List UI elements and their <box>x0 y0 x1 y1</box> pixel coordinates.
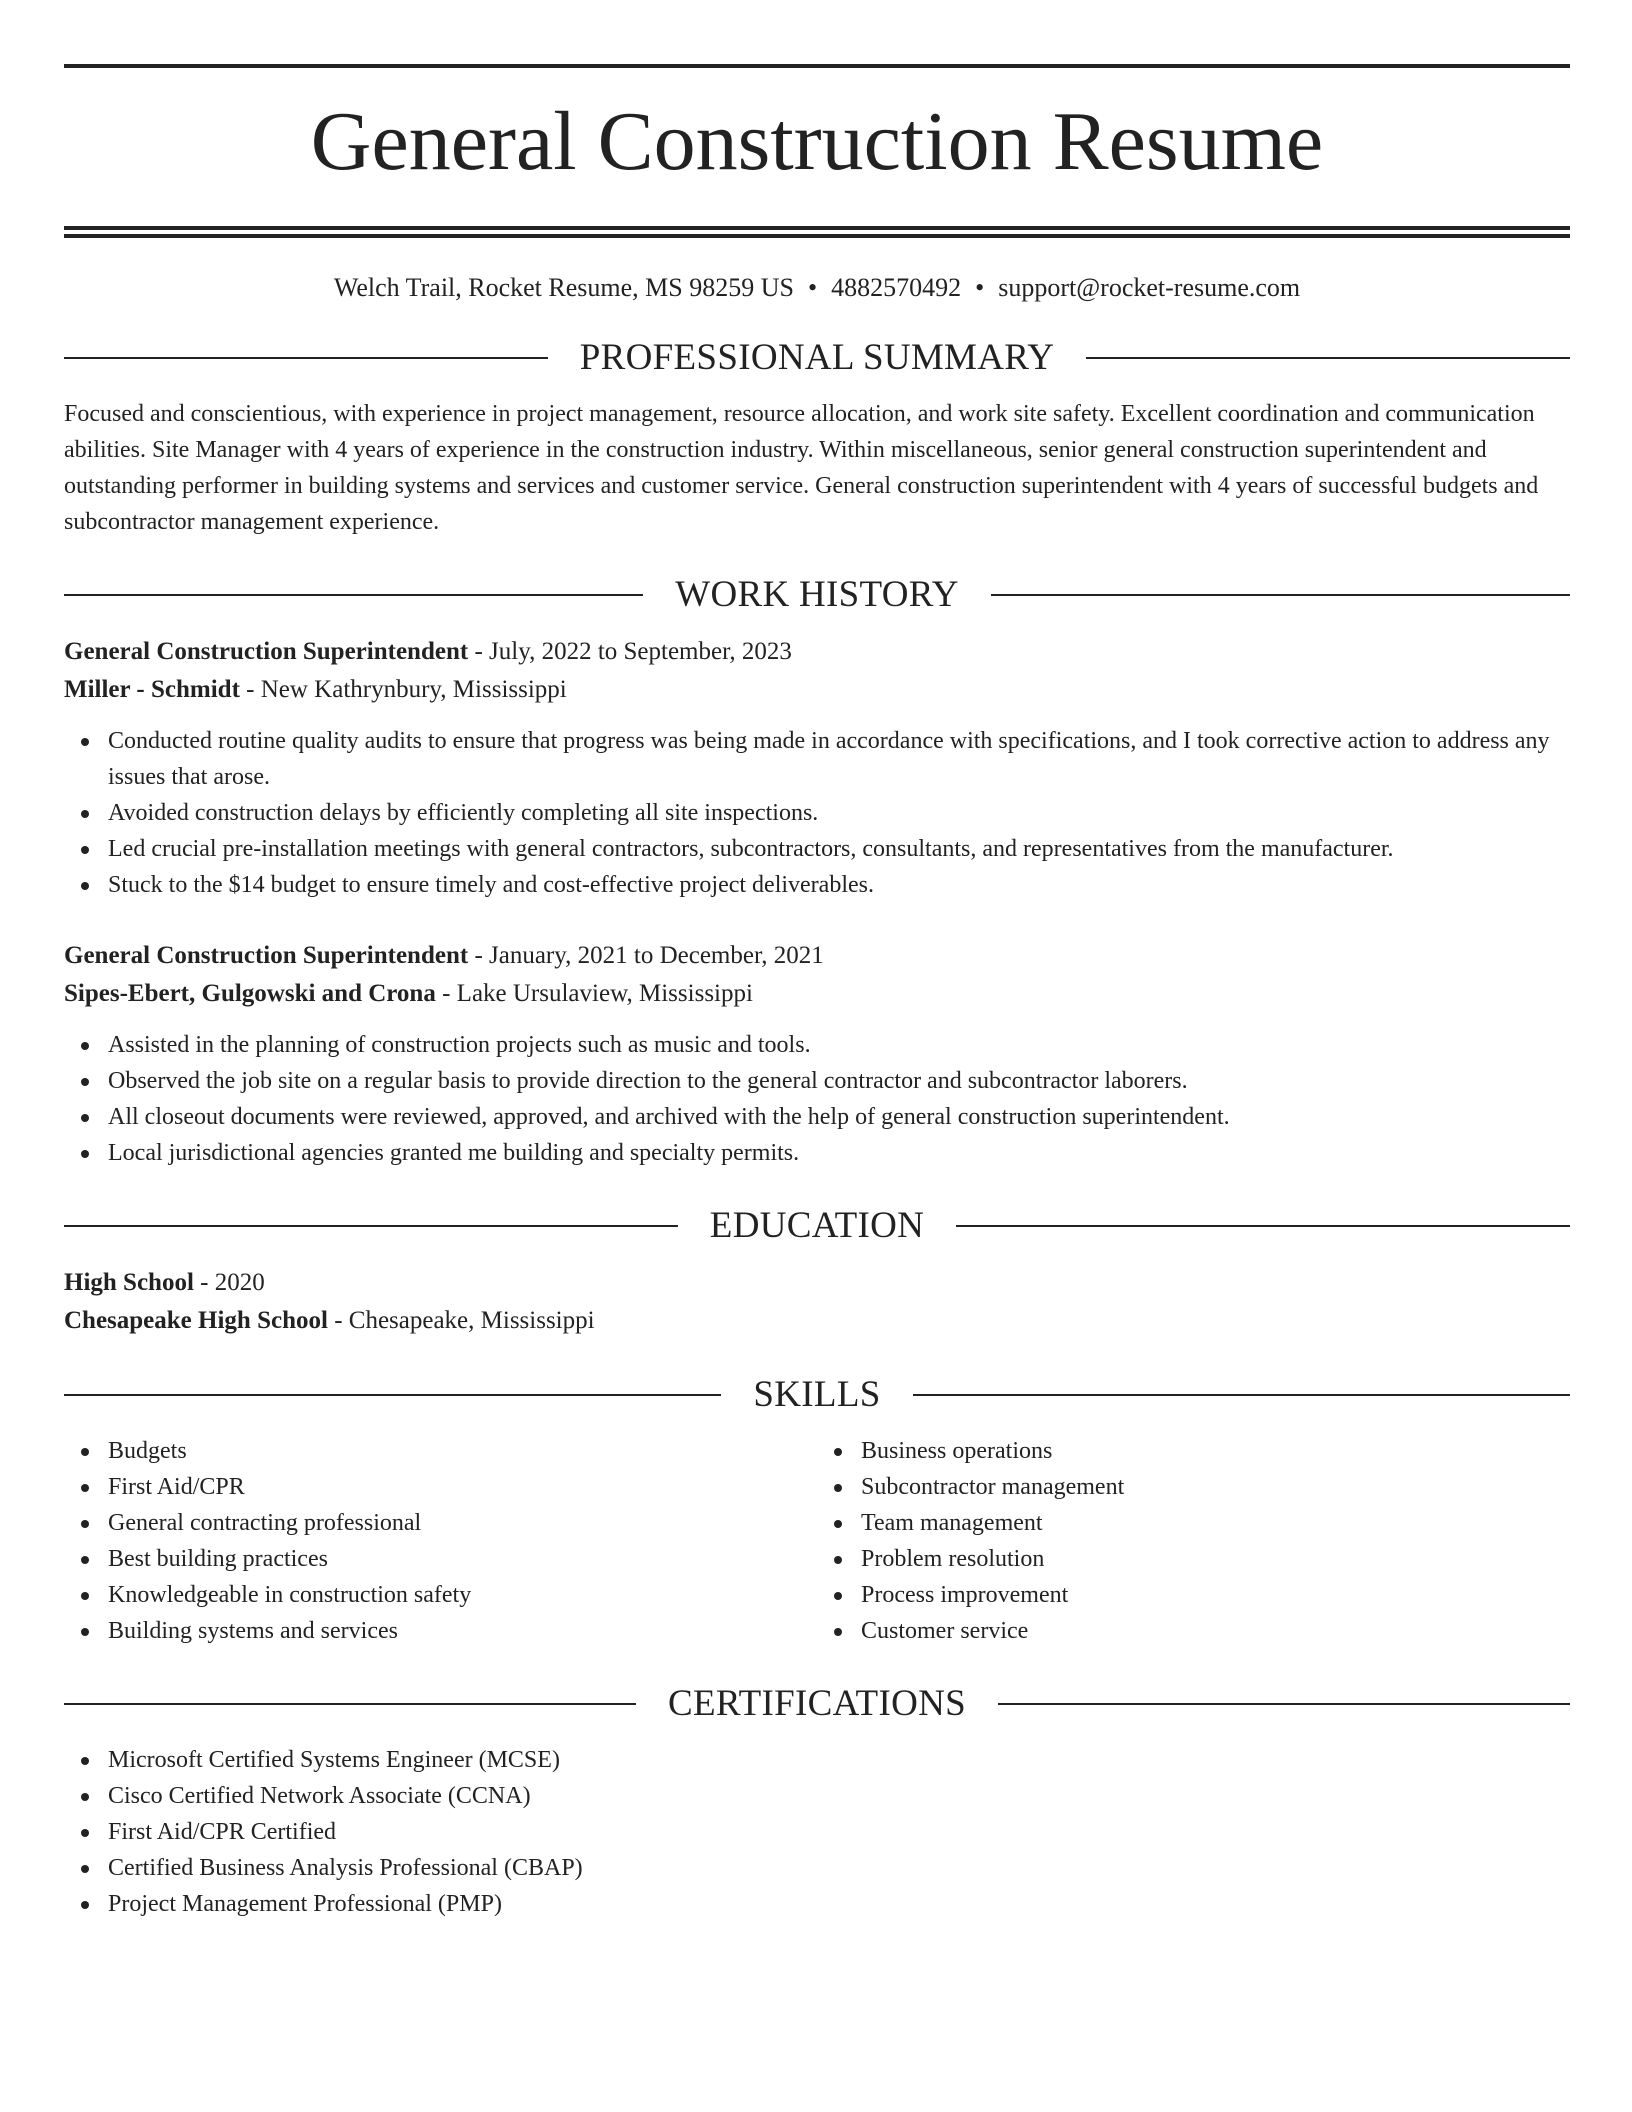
contact-separator: • <box>975 273 985 302</box>
job-bullets <box>64 1027 1570 1171</box>
work-heading: WORK HISTORY <box>675 574 959 616</box>
job-bullet-item: All closeout documents were reviewed, approved, and archived with the help of general construction superintendent. <box>64 1099 1570 1135</box>
divider-line <box>991 594 1570 596</box>
job-bullet-item: Led crucial pre-installation meetings with general contractors, subcontractors, consultants, and representatives from the manufacturer. <box>64 831 1570 867</box>
certifications-list <box>64 1742 1570 1922</box>
skill-item: Process improvement <box>817 1577 1570 1613</box>
skill-item: Customer service <box>817 1613 1570 1649</box>
certification-item: Certified Business Analysis Professional (CBAP) <box>64 1850 1570 1886</box>
education-school-line <box>64 1302 1570 1340</box>
job-company-line <box>64 671 1570 709</box>
certification-item: First Aid/CPR Certified <box>64 1814 1570 1850</box>
top-rule <box>64 64 1570 68</box>
job-title-line <box>64 633 1570 671</box>
skill-item: Budgets <box>64 1433 817 1469</box>
work-history-list <box>64 633 1570 1171</box>
divider-line <box>1086 357 1570 359</box>
job-bullet-item: Stuck to the $14 budget to ensure timely and cost-effective project deliverables. <box>64 867 1570 903</box>
education-year: - 2020 <box>193 1269 265 1297</box>
contact-separator: • <box>808 273 818 302</box>
job-bullet-item: Local jurisdictional agencies granted me building and specialty permits. <box>64 1135 1570 1171</box>
skill-item: Team management <box>817 1505 1570 1541</box>
job-location: - Lake Ursulaview, Mississippi <box>435 980 753 1008</box>
skill-item: First Aid/CPR <box>64 1469 817 1505</box>
job-title: General Construction Superintendent <box>64 942 469 970</box>
certification-item: Cisco Certified Network Associate (CCNA) <box>64 1778 1570 1814</box>
job-company-line <box>64 975 1570 1013</box>
skills-list-left <box>64 1433 817 1649</box>
skill-item: Subcontractor management <box>817 1469 1570 1505</box>
education-degree: High School <box>64 1269 194 1297</box>
divider-line <box>64 1394 721 1396</box>
education-entry <box>64 1264 1570 1340</box>
skills-section-header <box>64 1374 1570 1416</box>
certifications-section-header <box>64 1683 1570 1725</box>
skill-item: Building systems and services <box>64 1613 817 1649</box>
certifications-heading: CERTIFICATIONS <box>668 1683 966 1725</box>
summary-heading: PROFESSIONAL SUMMARY <box>579 337 1055 379</box>
skill-item: Knowledgeable in construction safety <box>64 1577 817 1613</box>
education-degree-line <box>64 1264 1570 1302</box>
divider-line <box>64 594 643 596</box>
resume-page <box>64 64 1570 1922</box>
contact-line <box>64 272 1570 303</box>
work-section-header <box>64 574 1570 616</box>
skill-item: Business operations <box>817 1433 1570 1469</box>
job-bullet-item: Assisted in the planning of construction projects such as music and tools. <box>64 1027 1570 1063</box>
education-location: - Chesapeake, Mississippi <box>327 1307 595 1335</box>
education-school: Chesapeake High School <box>64 1307 328 1335</box>
summary-section-header <box>64 337 1570 379</box>
certification-item: Microsoft Certified Systems Engineer (MCSE) <box>64 1742 1570 1778</box>
skills-heading: SKILLS <box>753 1374 881 1416</box>
divider-line <box>64 357 548 359</box>
job-bullet-item: Observed the job site on a regular basis to provide direction to the general contractor and subcontractor laborers. <box>64 1063 1570 1099</box>
divider-line <box>913 1394 1570 1396</box>
divider-line <box>64 1703 636 1705</box>
skill-item: Problem resolution <box>817 1541 1570 1577</box>
job-company: Miller - Schmidt <box>64 676 240 704</box>
title-double-rule <box>64 226 1570 238</box>
job-bullets <box>64 723 1570 903</box>
divider-line <box>64 1225 678 1227</box>
job-company: Sipes-Ebert, Gulgowski and Crona <box>64 980 436 1008</box>
skills-list-right <box>817 1433 1570 1649</box>
education-section-header <box>64 1205 1570 1247</box>
contact-phone: 4882570492 <box>831 273 962 302</box>
education-heading: EDUCATION <box>709 1205 925 1247</box>
divider-line <box>998 1703 1570 1705</box>
job-bullet-item: Conducted routine quality audits to ensure that progress was being made in accordance with specifications, and I took corrective action to address any issues that arose. <box>64 723 1570 795</box>
job-entry <box>64 937 1570 1171</box>
contact-address: Welch Trail, Rocket Resume, MS 98259 US <box>333 273 794 302</box>
job-dates: - January, 2021 to December, 2021 <box>468 942 824 970</box>
contact-email: support@rocket-resume.com <box>998 273 1301 302</box>
certification-item: Project Management Professional (PMP) <box>64 1886 1570 1922</box>
job-location: - New Kathrynbury, Mississippi <box>239 676 567 704</box>
job-bullet-item: Avoided construction delays by efficiently completing all site inspections. <box>64 795 1570 831</box>
job-title-line <box>64 937 1570 975</box>
summary-text: Focused and conscientious, with experience in project management, resource allocation, and work site safety. Excellent coordination and communication abilities. Site Manager with 4 years of experience in the construction industry. Within miscellaneous, senior general construction superintendent and outstanding performer in building systems and services and customer service. General construction superintendent with 4 years of successful budgets and subcontractor management experience. <box>64 401 1539 536</box>
resume-title: General Construction Resume <box>310 95 1324 188</box>
job-title: General Construction Superintendent <box>64 638 469 666</box>
skills-columns <box>64 1433 1570 1649</box>
job-dates: - July, 2022 to September, 2023 <box>468 638 792 666</box>
skill-item: General contracting professional <box>64 1505 817 1541</box>
divider-line <box>956 1225 1570 1227</box>
job-entry <box>64 633 1570 903</box>
skill-item: Best building practices <box>64 1541 817 1577</box>
